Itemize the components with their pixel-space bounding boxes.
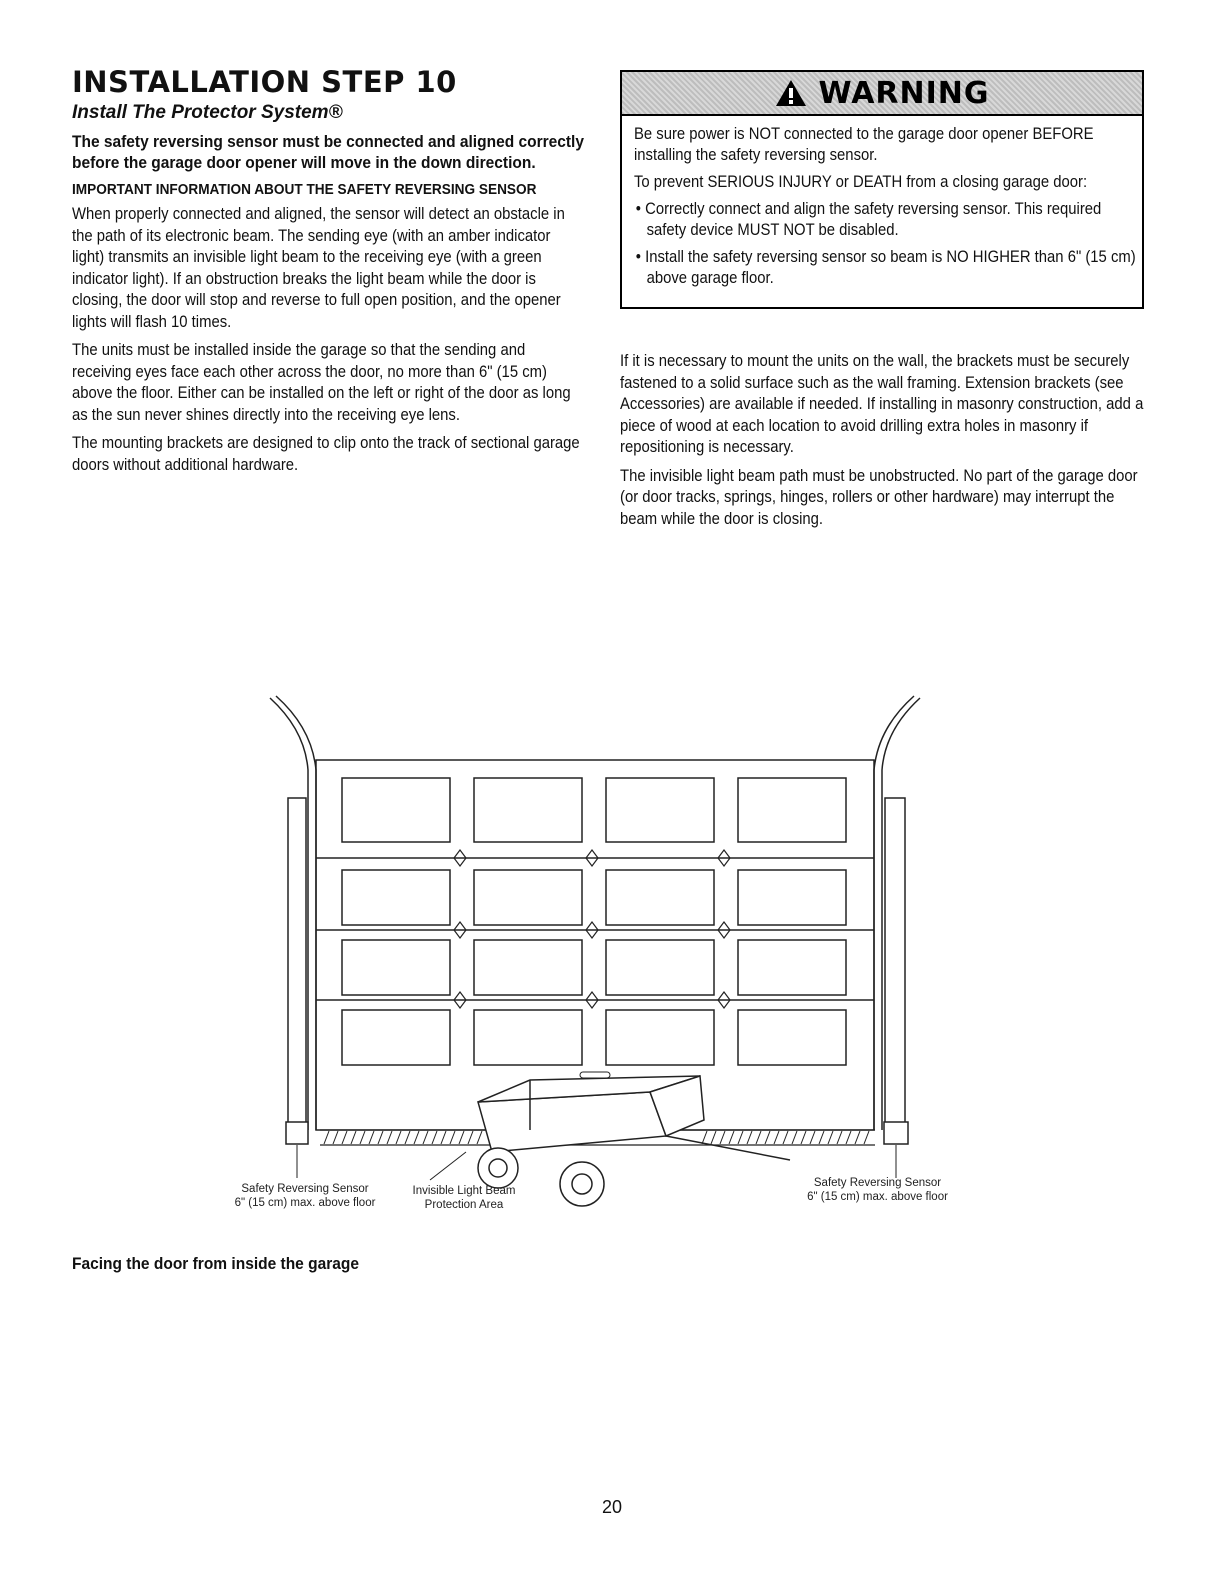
door-panels <box>342 778 846 1065</box>
warning-triangle-icon <box>774 78 808 108</box>
warning-text: Be sure power is NOT connected to the garage door opener BEFORE installing the safety reversing sensor. <box>634 125 1094 164</box>
info-heading: IMPORTANT INFORMATION ABOUT THE SAFETY REVERSING SENSOR <box>72 182 537 198</box>
warning-body <box>622 116 1142 307</box>
page-number: 20 <box>601 1497 623 1517</box>
right-sensor <box>884 1122 908 1144</box>
left-column <box>72 66 586 483</box>
lead-statement: The safety reversing sensor must be connected and aligned correctly before the garage door opener will move in the down direction. <box>72 133 585 172</box>
warning-text: To prevent SERIOUS INJURY or DEATH from a closing garage door: <box>634 173 1088 191</box>
right-column <box>620 70 1144 537</box>
warning-header <box>622 72 1142 116</box>
step-subtitle: Install The Protector System® <box>72 102 343 123</box>
warning-list <box>634 199 1136 289</box>
right-paragraphs <box>620 351 1144 530</box>
left-sensor <box>286 1122 308 1144</box>
paragraph: When properly connected and aligned, the sensor will detect an obstacle in the path of its electronic beam. The sending eye (with an amber indicator light) transmits an invisible light beam to the receiving eye (with a green indicator light). If an obstruction breaks the light beam while the door is closing, the door will stop and reverse to full open position, and the opener lights will flash 10 times. <box>72 205 565 331</box>
beam-label-line2: Protection Area <box>424 1199 504 1211</box>
warning-label: WARNING <box>818 75 990 111</box>
left-sensor-label-line2: 6" (15 cm) max. above floor <box>234 1197 376 1209</box>
warning-box <box>620 70 1144 309</box>
right-sensor-label <box>795 1176 960 1204</box>
warning-bullet: • Install the safety reversing sensor so beam is NO HIGHER than 6" (15 cm) above garage floor. <box>635 248 1136 287</box>
paragraph: The invisible light beam path must be unobstructed. No part of the garage door (or door tracks, springs, hinges, rollers or other hardware) may interrupt the beam while the door is closing. <box>620 466 1138 528</box>
beam-label-line1: Invisible Light Beam <box>412 1185 516 1197</box>
beam-area-label <box>404 1184 524 1212</box>
figure-caption: Facing the door from inside the garage <box>72 1255 359 1273</box>
wagon <box>478 1076 790 1206</box>
left-sensor-label-line1: Safety Reversing Sensor <box>241 1183 369 1195</box>
right-sensor-label-line2: 6" (15 cm) max. above floor <box>807 1191 948 1203</box>
garage-door-illustration <box>230 690 960 1230</box>
paragraph: If it is necessary to mount the units on the wall, the brackets must be securely fastened to a solid surface such as the wall framing. Extension brackets (see Accessories) are available if needed. If installing in masonry construction, add a piece of wood at each location to avoid drilling extra holes in masonry if repositioning is necessary. <box>620 352 1144 456</box>
left-sensor-label <box>230 1182 380 1210</box>
warning-bullet: • Correctly connect and align the safety reversing sensor. This required safety device MUST NOT be disabled. <box>635 200 1102 239</box>
paragraph: The mounting brackets are designed to clip onto the track of sectional garage doors without additional hardware. <box>72 434 580 474</box>
garage-door-diagram <box>230 690 960 1230</box>
paragraph: The units must be installed inside the garage so that the sending and receiving eyes face each other across the door, no more than 6" (15 cm) above the floor. Either can be installed on the left or right of the door as long as the sun never shines directly into the receiving eye lens. <box>72 341 571 424</box>
right-sensor-label-line1: Safety Reversing Sensor <box>813 1177 942 1189</box>
step-title: INSTALLATION STEP 10 <box>72 65 457 99</box>
